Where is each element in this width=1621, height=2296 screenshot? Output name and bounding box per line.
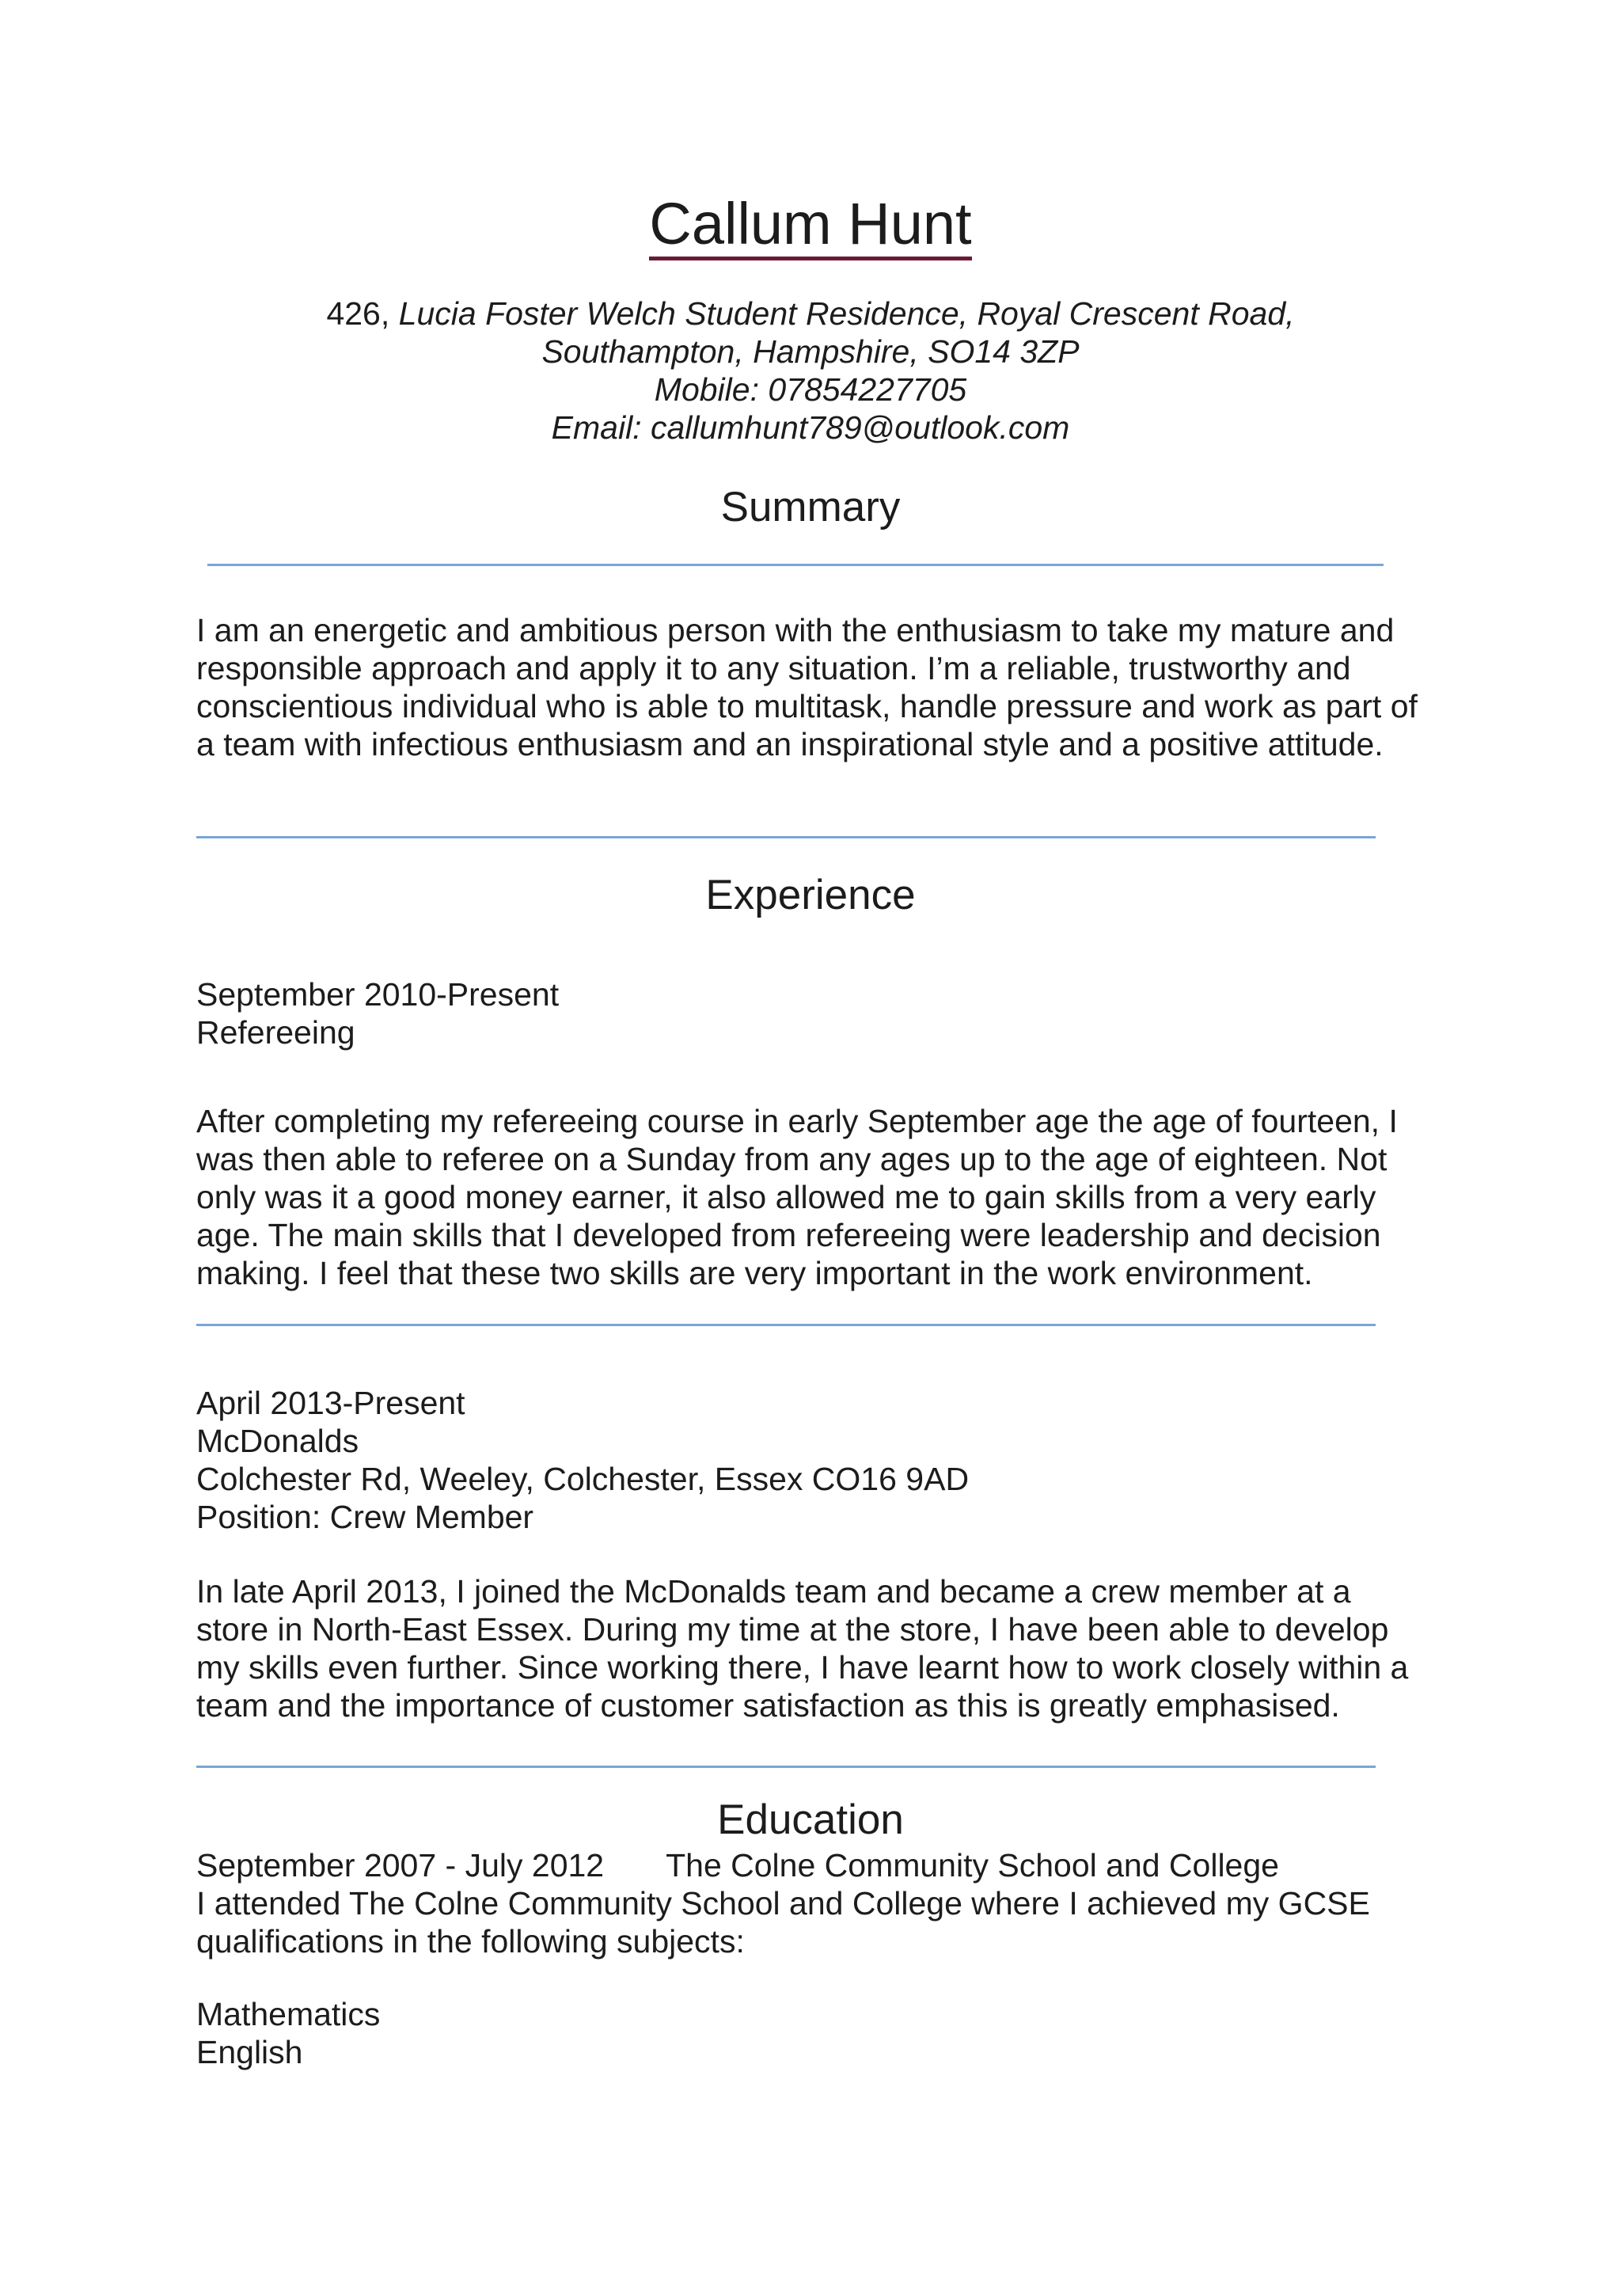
email-address: Email: callumhunt789@outlook.com bbox=[551, 409, 1070, 446]
summary-end-divider bbox=[196, 836, 1376, 838]
candidate-name: Callum Hunt bbox=[0, 190, 1621, 260]
address-street: Lucia Foster Welch Student Residence, Royal Crescent Road, bbox=[398, 295, 1295, 332]
job-1-dates: September 2010-Present bbox=[196, 976, 560, 1013]
subject-item: Mathematics bbox=[196, 1996, 381, 2032]
summary-text: I am an energetic and ambitious person with the enthusiasm to take my mature and responsible approach and apply it to any situation. I’m a reliable, trustworthy and conscientious individual who is able to multitask, handle pressure and work as part of a team with infectious enthusiasm and an inspirational style and a positive attitude. bbox=[196, 612, 1418, 762]
job-2-description: In late April 2013, I joined the McDonalds team and became a crew member at a store in North-East Essex. During my time at the store, I have been able to develop my skills even further. Since working there, I have learnt how to work closely within a team and the importance of customer satisfaction as this is greatly emphasised. bbox=[196, 1573, 1409, 1724]
subject-item: English bbox=[196, 2034, 303, 2070]
education-description: I attended The Colne Community School and College where I achieved my GCSE qualifications in the following subjects: bbox=[196, 1885, 1370, 1960]
job-2-position: Position: Crew Member bbox=[196, 1499, 534, 1535]
job-2-dates: April 2013-Present bbox=[196, 1385, 465, 1421]
address-line-1 bbox=[0, 295, 1621, 333]
summary-divider bbox=[207, 564, 1384, 566]
job-1-title: Refereeing bbox=[196, 1014, 355, 1051]
education-school: The Colne Community School and College bbox=[666, 1847, 1279, 1884]
education-heading: Education bbox=[717, 1796, 904, 1843]
job-1-description: After completing my refereeing course in early September age the age of fourteen, I was then able to referee on a Sunday from any ages up to the age of eighteen. Not only was it a good money earner, it also allowed me to gain skills from a very early age. The main skills that I developed from refereeing were leadership and decision making. I feel that these two skills are very important in the work environment. bbox=[196, 1103, 1398, 1291]
summary-heading: Summary bbox=[720, 484, 901, 530]
job-1-divider bbox=[196, 1324, 1376, 1326]
education-dates: September 2007 - July 2012 bbox=[196, 1847, 605, 1884]
education-row bbox=[196, 1846, 1279, 1884]
contact-block bbox=[0, 295, 1621, 447]
job-2-title: McDonalds bbox=[196, 1423, 359, 1459]
address-number: 426, bbox=[326, 295, 399, 332]
address-line-2: Southampton, Hampshire, SO14 3ZP bbox=[541, 333, 1080, 370]
mobile-number: Mobile: 07854227705 bbox=[654, 371, 967, 408]
job-2-address: Colchester Rd, Weeley, Colchester, Essex CO16 9AD bbox=[196, 1461, 970, 1497]
experience-heading: Experience bbox=[705, 872, 916, 918]
job-2-divider bbox=[196, 1766, 1376, 1768]
